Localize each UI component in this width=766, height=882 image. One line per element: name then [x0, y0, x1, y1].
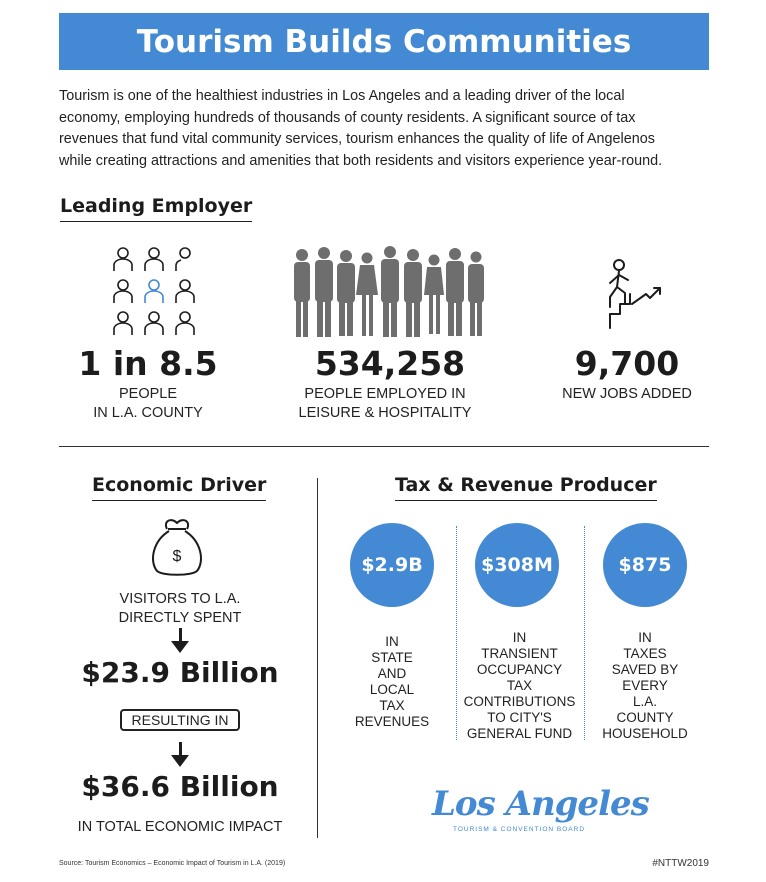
tax-text-line: TRANSIENT: [481, 646, 558, 661]
economic-driver-heading: Economic Driver: [92, 474, 266, 501]
down-arrow-icon: [171, 742, 189, 768]
tax-text-line: CONTRIBUTIONS: [463, 694, 576, 709]
stat-jobs-value: 9,700: [574, 344, 680, 383]
business-people-icon: [290, 244, 488, 338]
impact-caption: IN TOTAL ECONOMIC IMPACT: [77, 819, 283, 835]
column-separator: [584, 526, 585, 740]
tax-text-line: LOCAL: [369, 682, 415, 697]
intro-line: Tourism is one of the healthiest industries in Los Angeles and a leading driver of the local: [59, 88, 625, 104]
tax-text-line: STATE: [371, 650, 413, 665]
tax-text-line: TAX: [379, 698, 405, 713]
caption-line: IN L.A. COUNTY: [93, 405, 203, 421]
tax-text-line: SAVED BY: [611, 662, 679, 677]
tax-text-line: IN: [512, 630, 527, 645]
los-angeles-logo: Los Angeles: [432, 784, 649, 824]
page-title-banner: [59, 13, 709, 70]
tax-text-line: AND: [377, 666, 407, 681]
tax-text-line: OCCUPANCY: [476, 662, 563, 677]
tax-text-line: COUNTY: [616, 710, 674, 725]
money-bag-symbol: $: [172, 548, 182, 565]
down-arrow-icon: [171, 628, 189, 654]
hashtag: #NTTW2019: [652, 858, 709, 869]
tax-text-line: GENERAL FUND: [466, 726, 573, 741]
money-bag-icon: [149, 515, 205, 577]
tax-column-text: [342, 634, 442, 730]
tax-text-line: IN: [638, 630, 652, 645]
tax-column-text: [462, 630, 577, 742]
tax-value-circle: $875: [603, 523, 687, 607]
tax-text-line: L.A.: [632, 694, 657, 709]
caption-line: DIRECTLY SPENT: [118, 610, 242, 626]
tax-column-text: [592, 630, 698, 742]
stat-ratio-value: 1 in 8.5: [78, 344, 218, 383]
intro-line: economy, employing hundreds of thousands of county residents. A significant source of tax: [59, 109, 636, 126]
leading-employer-heading: Leading Employer: [60, 195, 252, 222]
stat-ratio-caption: [68, 385, 228, 423]
caption-line: LEISURE & HOSPITALITY: [298, 405, 472, 421]
intro-paragraph: [59, 86, 711, 172]
stat-employed-value: 534,258: [314, 344, 466, 383]
logo-subtitle: TOURISM & CONVENTION BOARD: [452, 826, 586, 833]
resulting-in-badge: RESULTING IN: [120, 709, 240, 731]
tax-text-line: TAX: [506, 678, 533, 693]
people-grid-icon: [108, 244, 200, 336]
column-divider: [317, 478, 318, 838]
tax-text-line: HOUSEHOLD: [602, 726, 688, 741]
caption-line: PEOPLE EMPLOYED IN: [304, 386, 466, 402]
intro-line: revenues that fund vital community services, tourism enhances the quality of life of Angelenos: [59, 131, 655, 147]
tax-revenue-heading: Tax & Revenue Producer: [395, 474, 657, 501]
tax-value-circle: $308M: [475, 523, 559, 607]
caption-line: NEW JOBS ADDED: [562, 386, 692, 402]
tax-text-line: EVERY: [622, 678, 668, 693]
section-divider: [59, 446, 709, 447]
tax-value-circle: $2.9B: [350, 523, 434, 607]
stat-jobs-caption: [547, 385, 707, 404]
stat-employed-caption: [285, 385, 485, 423]
column-separator: [456, 526, 457, 740]
intro-line: while creating attractions and amenities that both residents and visitors experience year-round.: [59, 152, 663, 169]
impact-value: $36.6 Billion: [81, 770, 279, 803]
climbing-stairs-icon: [602, 258, 664, 330]
spent-value: $23.9 Billion: [81, 656, 279, 689]
spent-caption: [100, 590, 260, 628]
tax-text-line: TO CITY'S: [487, 710, 552, 725]
tax-text-line: IN: [385, 634, 399, 649]
caption-line: VISITORS TO L.A.: [119, 591, 241, 607]
source-note: Source: Tourism Economics – Economic Impact of Tourism in L.A. (2019): [59, 860, 286, 867]
page-title: Tourism Builds Communities: [136, 23, 632, 60]
tax-text-line: REVENUES: [354, 714, 430, 729]
caption-line: PEOPLE: [118, 386, 178, 402]
tax-text-line: TAXES: [623, 646, 667, 661]
